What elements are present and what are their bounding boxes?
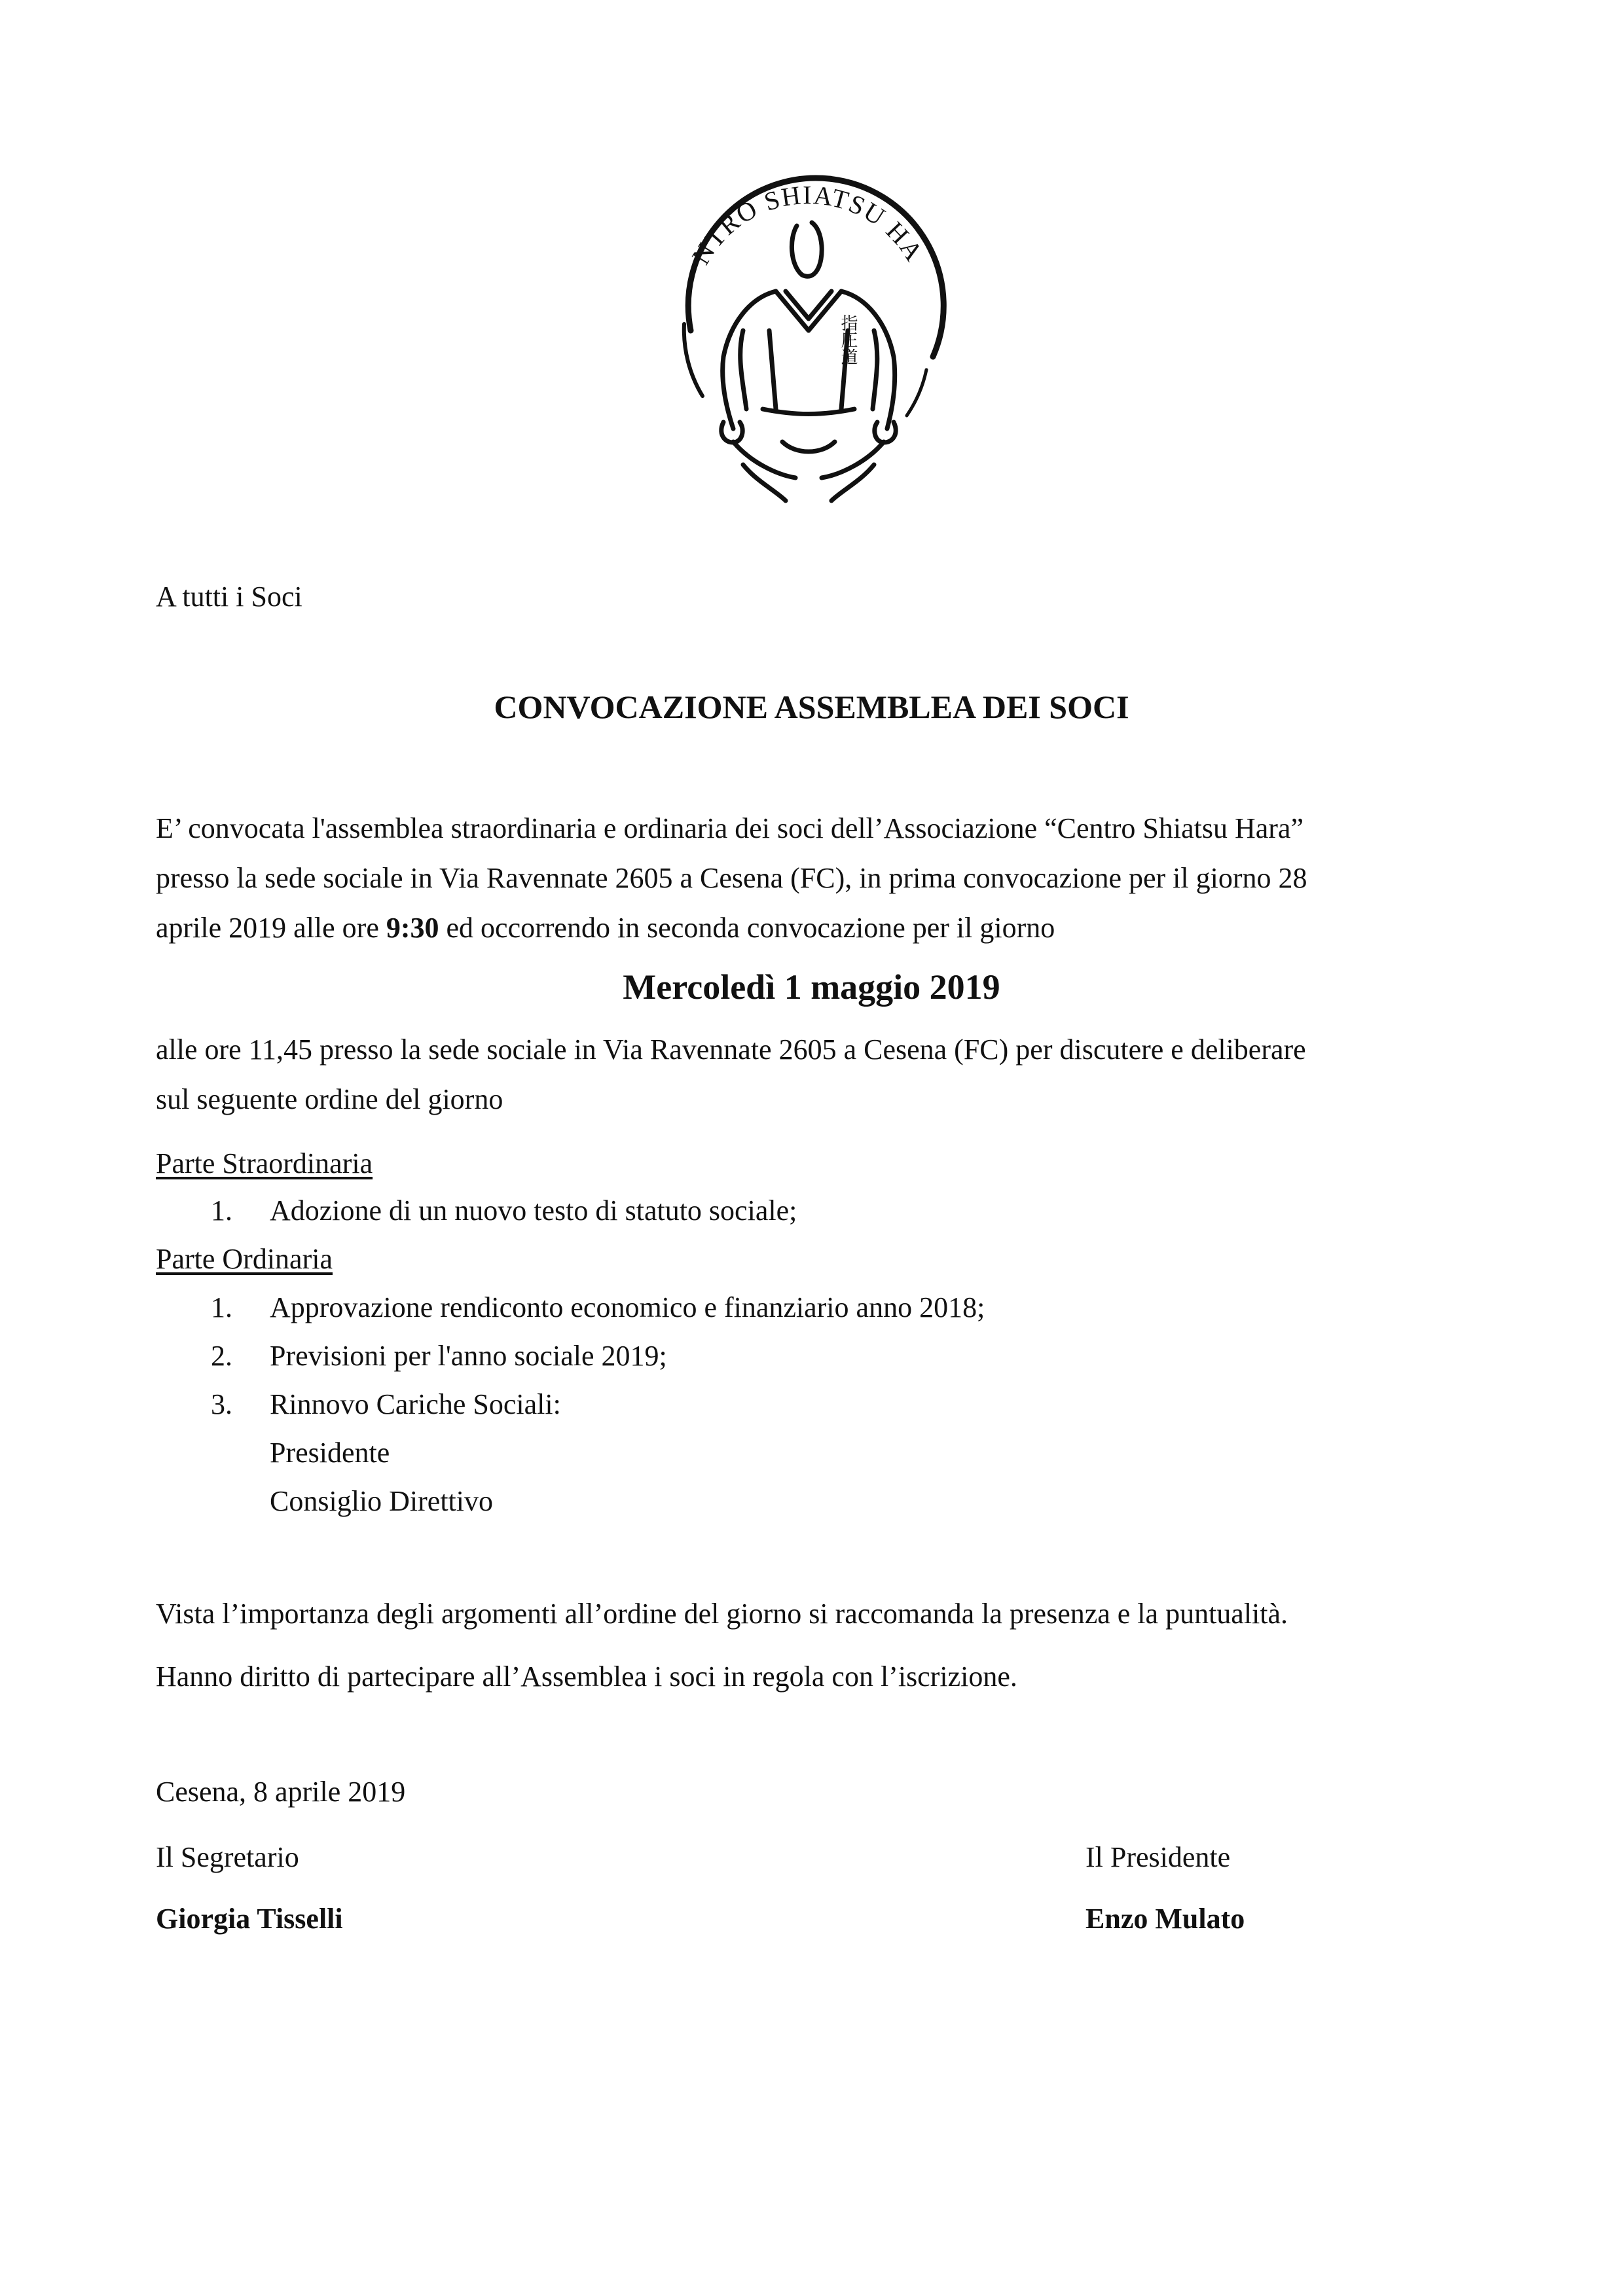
sub-item: Presidente xyxy=(270,1437,390,1469)
first-call-time: 9:30 xyxy=(386,912,439,944)
place-and-date: Cesena, 8 aprile 2019 xyxy=(156,1776,406,1808)
ordinary-item-number: 1. xyxy=(211,1291,232,1323)
centro-shiatsu-hara-logo xyxy=(645,134,972,514)
details-line-1: alle ore 11,45 presso la sede sociale in Via Ravennate 2605 a Cesena (FC) per discutere e deliberare xyxy=(156,1033,1306,1066)
extraordinary-item-number: 1. xyxy=(211,1194,232,1227)
details-line-2: sul seguente ordine del giorno xyxy=(156,1083,503,1115)
ordinary-item-number: 2. xyxy=(211,1340,232,1372)
intro-line-3 xyxy=(156,903,1055,953)
note-line-2: Hanno diritto di partecipare all’Assemblea i soci in regola con l’iscrizione. xyxy=(156,1660,1017,1693)
second-call-date: Mercoledì 1 maggio 2019 xyxy=(623,967,1000,1007)
document-title: CONVOCAZIONE ASSEMBLEA DEI SOCI xyxy=(494,689,1129,725)
note-line-1: Vista l’importanza degli argomenti all’ordine del giorno si raccomanda la presenza e la puntualità. xyxy=(156,1598,1288,1630)
secretary-role: Il Segretario xyxy=(156,1841,299,1873)
ordinary-item-number: 3. xyxy=(211,1388,232,1420)
ordinary-item: Approvazione rendiconto economico e finanziario anno 2018; xyxy=(270,1291,985,1323)
president-role: Il Presidente xyxy=(1085,1841,1231,1873)
ordinary-item: Rinnovo Cariche Sociali: xyxy=(270,1388,561,1420)
intro-line-2: presso la sede sociale in Via Ravennate 2605 a Cesena (FC), in prima convocazione per il giorno 28 xyxy=(156,862,1307,894)
extraordinary-item: Adozione di un nuovo testo di statuto sociale; xyxy=(270,1194,797,1227)
extraordinary-section-title: Parte Straordinaria xyxy=(156,1147,373,1179)
svg-text:指圧道: 指圧道 xyxy=(838,314,858,365)
recipient-line: A tutti i Soci xyxy=(156,581,302,613)
intro-line-3-start: aprile 2019 alle ore xyxy=(156,912,386,944)
intro-line-1: E’ convocata l'assemblea straordinaria e ordinaria dei soci dell’Associazione “Centro Shiatsu Hara” xyxy=(156,812,1304,844)
intro-line-3-end: ed occorrendo in seconda convocazione per il giorno xyxy=(439,912,1055,944)
svg-text:CENTRO SHIATSU HARA: NTRO SHIATSU HA xyxy=(685,180,930,270)
president-name: Enzo Mulato xyxy=(1085,1903,1245,1935)
ordinary-item: Previsioni per l'anno sociale 2019; xyxy=(270,1340,667,1372)
sub-item: Consiglio Direttivo xyxy=(270,1485,493,1517)
secretary-name: Giorgia Tisselli xyxy=(156,1903,343,1935)
ordinary-section-title: Parte Ordinaria xyxy=(156,1243,333,1275)
